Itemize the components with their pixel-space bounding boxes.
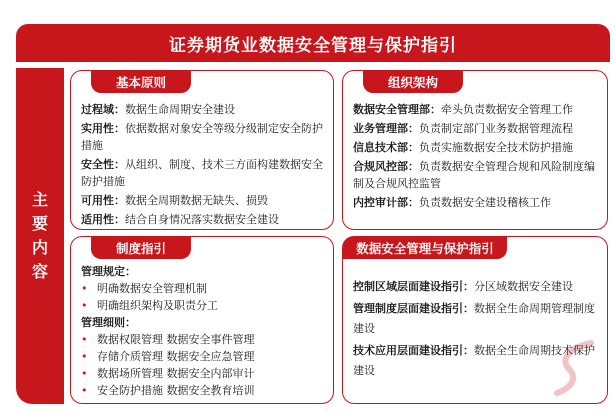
principle-item — [81, 120, 325, 154]
detail-text: 安全防护措施 数据安全教育培训 — [97, 384, 255, 397]
principle-text: 依据数据对象安全等级分级制定安全防护措施 — [81, 122, 323, 152]
rule-text: 明确组织架构及职责分工 — [97, 299, 218, 312]
principle-item — [81, 101, 325, 118]
org-item — [353, 101, 599, 118]
org-label: 信息技术部： — [353, 141, 419, 154]
org-label: 内控审计部： — [353, 196, 419, 209]
protection-card — [342, 236, 608, 404]
org-text: 负责实施数据安全技术防护措施 — [419, 141, 573, 154]
rules-title: 管理规定： — [81, 265, 136, 278]
protection-text: 数据全生命周期技术保护建设 — [353, 344, 595, 377]
rule-item — [81, 297, 325, 314]
principle-text: 结合自身情况落实数据安全建设 — [125, 213, 279, 226]
organization-heading: 组织架构 — [363, 71, 463, 93]
bullet-icon: • — [81, 350, 88, 363]
side-char: 主 — [31, 190, 48, 209]
bullet-icon: • — [81, 333, 88, 346]
detail-text: 数据场所管理 数据安全内部审计 — [97, 367, 255, 380]
org-item — [353, 139, 599, 156]
org-label: 数据安全管理部： — [353, 103, 441, 116]
principle-text: 数据生命周期安全建设 — [125, 103, 235, 116]
principle-text: 数据全周期数据无缺失、损毁 — [125, 194, 268, 207]
detail-text: 存储介质管理 数据安全应急管理 — [97, 350, 255, 363]
page-title: 证券期货业数据安全管理与保护指引 — [16, 24, 610, 62]
side-char: 内 — [31, 238, 48, 257]
protection-label: 管理制度层面建设指引： — [353, 302, 474, 315]
org-item — [353, 194, 599, 211]
org-text: 负责制定部门业务数据管理流程 — [419, 122, 573, 135]
org-text: 牵头负责数据安全管理工作 — [441, 103, 573, 116]
protection-label: 控制区域层面建设指引： — [353, 280, 474, 293]
bullet-icon: • — [81, 299, 88, 312]
protection-label: 技术应用层面建设指引： — [353, 344, 474, 357]
detail-item — [81, 365, 325, 382]
principle-item — [81, 192, 325, 209]
systems-card — [70, 236, 334, 404]
rule-text: 明确数据安全管理机制 — [97, 282, 207, 295]
org-text: 负责数据安全管理合规和风险制度编制及合规风控监管 — [353, 160, 595, 190]
principle-item — [81, 211, 325, 228]
principle-text: 从组织、制度、技术三方面构建数据安全防护措施 — [81, 158, 323, 188]
side-char: 容 — [31, 262, 48, 281]
principle-label: 适用性： — [81, 213, 125, 226]
org-text: 负责数据安全建设稽核工作 — [419, 196, 551, 209]
detail-text: 数据权限管理 数据安全事件管理 — [97, 333, 255, 346]
systems-heading: 制度指引 — [91, 237, 191, 259]
detail-item — [81, 331, 325, 348]
protection-item — [353, 277, 599, 297]
side-char: 要 — [31, 214, 48, 233]
protection-text: 数据全生命周期管理制度建设 — [353, 302, 595, 335]
bullet-icon: • — [81, 367, 88, 380]
detail-item — [81, 382, 325, 399]
side-label — [16, 68, 64, 404]
bullet-icon: • — [81, 282, 88, 295]
principle-label: 实用性： — [81, 122, 125, 135]
watermark-logo-icon — [551, 337, 601, 397]
org-item — [353, 158, 599, 192]
protection-item — [353, 299, 599, 339]
principle-label: 过程域： — [81, 103, 125, 116]
bullet-icon: • — [81, 384, 88, 397]
principles-card — [70, 70, 334, 230]
organization-card — [342, 70, 608, 230]
protection-text: 分区域数据安全建设 — [474, 280, 573, 293]
principles-heading: 基本原则 — [91, 71, 191, 93]
org-label: 合规风控部： — [353, 160, 419, 173]
org-item — [353, 120, 599, 137]
detail-item — [81, 348, 325, 365]
details-title: 管理细则： — [81, 316, 136, 329]
rule-item — [81, 280, 325, 297]
principle-label: 安全性： — [81, 158, 125, 171]
principle-item — [81, 156, 325, 190]
org-label: 业务管理部： — [353, 122, 419, 135]
protection-heading: 数据安全管理与保护指引 — [343, 237, 507, 259]
principle-label: 可用性： — [81, 194, 125, 207]
